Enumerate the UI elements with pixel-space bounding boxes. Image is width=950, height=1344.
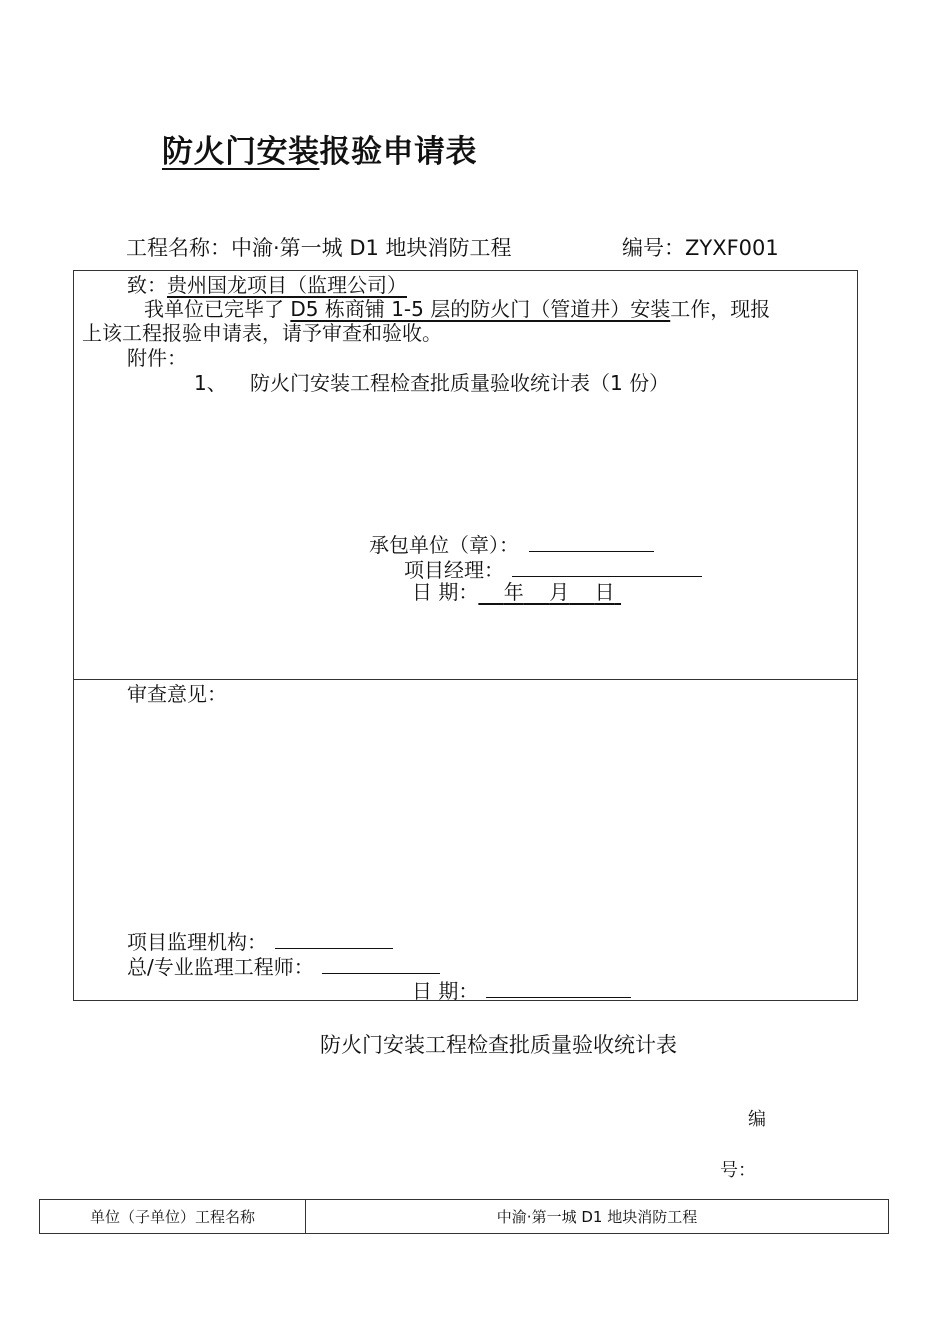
application-body-line2: 上该工程报验申请表，请予审查和验收。 xyxy=(82,321,442,345)
unit-project-name-label: 单位（子单位）工程名称 xyxy=(40,1200,306,1234)
contractor-blank xyxy=(529,531,654,552)
number-label-part1: 编 xyxy=(748,1109,766,1130)
date-year: 年 xyxy=(503,580,524,604)
attachment-item: 防火门安装工程检查批质量验收统计表（1 份） xyxy=(250,371,670,395)
application-date-blank xyxy=(478,580,621,604)
review-section xyxy=(73,679,858,1001)
review-date-blank xyxy=(486,977,631,998)
project-name-line xyxy=(126,232,512,262)
document-number-label: 编号： xyxy=(622,236,685,260)
supervision-institution-line xyxy=(127,928,393,955)
manager-blank xyxy=(512,556,702,577)
body-prefix: 我单位已完毕了 xyxy=(144,297,291,321)
unit-project-name-value: 中渝·第一城 D1 地块消防工程 xyxy=(306,1200,889,1234)
project-name-label: 工程名称： xyxy=(126,236,231,260)
page-title xyxy=(162,126,477,171)
review-date-line xyxy=(412,977,631,1004)
date-day: 日 xyxy=(594,580,615,604)
application-date-line xyxy=(412,580,621,605)
body-work-item: D5 栋商铺 1-5 层的防火门（管道井）安装 xyxy=(290,297,671,321)
supervision-institution-blank xyxy=(275,928,393,949)
document-number-value: ZYXF001 xyxy=(685,236,779,260)
supervision-engineer-label: 总/专业监理工程师： xyxy=(127,955,314,979)
contractor-line xyxy=(369,531,654,558)
supervision-engineer-blank xyxy=(322,953,440,974)
table-row xyxy=(40,1200,889,1234)
body-suffix: 工作，现报 xyxy=(670,297,771,321)
manager-label: 项目经理： xyxy=(404,558,504,582)
contractor-label: 承包单位（章）： xyxy=(369,533,519,557)
attachment-index: 1、 xyxy=(194,371,227,395)
project-name-value: 中渝·第一城 D1 地块消防工程 xyxy=(231,236,512,260)
statistics-form-title: 防火门安装工程检查批质量验收统计表 xyxy=(320,1033,677,1057)
application-date-label: 日 期： xyxy=(412,580,479,604)
manager-line xyxy=(404,556,702,583)
title-underlined-part: 防火门安装 xyxy=(162,134,320,170)
supervision-engineer-line xyxy=(127,953,440,980)
document-number-line xyxy=(622,232,779,262)
recipient-line xyxy=(127,273,407,298)
review-date-label: 日 期： xyxy=(412,979,479,1003)
recipient-value: 贵州国龙项目（监理公司） xyxy=(167,273,407,297)
title-rest: 报验申请表 xyxy=(319,134,477,170)
attachment-label: 附件： xyxy=(127,346,187,370)
application-body-line1 xyxy=(144,297,770,322)
number-label-part2: 号： xyxy=(720,1160,756,1181)
application-section xyxy=(73,270,858,680)
review-opinion-label: 审查意见： xyxy=(127,682,227,706)
project-info-table xyxy=(39,1199,889,1234)
date-month: 月 xyxy=(549,580,570,604)
supervision-institution-label: 项目监理机构： xyxy=(127,930,267,954)
recipient-label: 致： xyxy=(127,273,167,297)
